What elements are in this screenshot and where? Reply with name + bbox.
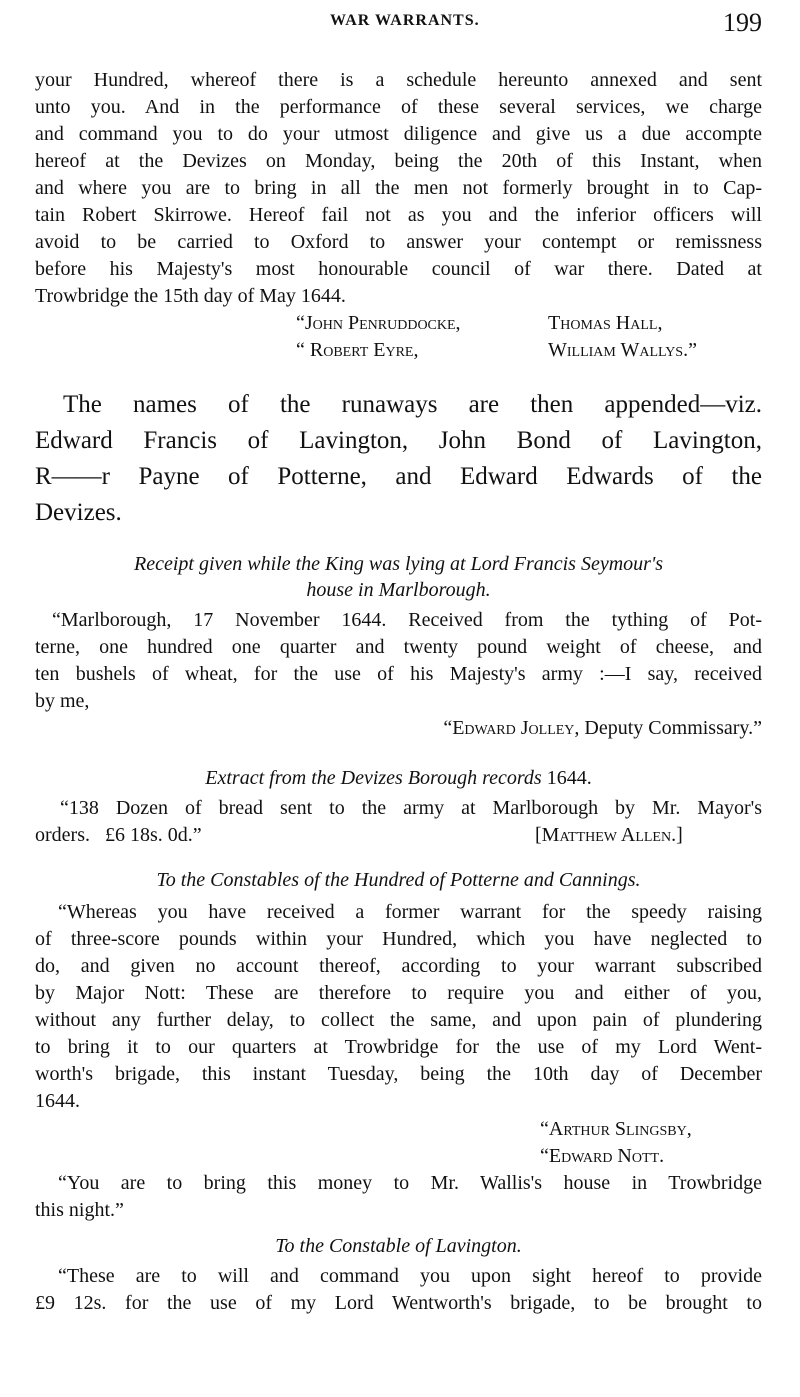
text-line: “Whereas you have received a former warrant for the speedy raising — [58, 901, 762, 923]
section-heading: house in Marlborough. — [306, 579, 491, 601]
heading-year: 1644. — [541, 767, 592, 789]
text-line: R——r Payne of Potterne, and Edward Edwards of the — [35, 463, 762, 490]
signature: “Arthur Slingsby, — [540, 1118, 692, 1140]
text-line: this night.” — [35, 1199, 124, 1221]
text-line: by me, — [35, 690, 90, 712]
text-line: The names of the runaways are then appended—viz. — [63, 391, 762, 418]
text-line: terne, one hundred one quarter and twenty pound weight of cheese, and — [35, 636, 762, 658]
text-line: “138 Dozen of bread sent to the army at Marlborough by Mr. Mayor's — [60, 797, 762, 819]
page-number: 199 — [723, 8, 762, 37]
text-line: Devizes. — [35, 499, 122, 526]
text-line: Trowbridge the 15th day of May 1644. — [35, 285, 346, 307]
signature: “John Penruddocke, — [296, 312, 461, 334]
signature: Thomas Hall, — [548, 312, 663, 334]
running-title: WAR WARRANTS. — [330, 12, 480, 29]
heading-text: Extract from the Devizes Borough records — [205, 767, 542, 789]
text-line: “You are to bring this money to Mr. Wallis's house in Trowbridge — [58, 1172, 762, 1194]
signature: William Wallys.” — [548, 339, 697, 361]
text-line: 1644. — [35, 1090, 80, 1112]
text-line: £9 12s. for the use of my Lord Wentworth's brigade, to be brought to — [35, 1292, 762, 1314]
signature: “ Robert Eyre, — [296, 339, 419, 361]
section-heading: To the Constable of Lavington. — [275, 1235, 522, 1257]
text-line: of three-score pounds within your Hundred, which you have neglected to — [35, 928, 762, 950]
text-line: unto you. And in the performance of these several services, we charge — [35, 96, 762, 118]
text-line: “These are to will and command you upon sight hereof to provide — [58, 1265, 762, 1287]
text-line: worth's brigade, this instant Tuesday, being the 10th day of December — [35, 1063, 762, 1085]
text-line: tain Robert Skirrowe. Hereof fail not as you and the inferior officers will — [35, 204, 762, 226]
text-line: orders. £6 18s. 0d.” — [35, 824, 202, 846]
text-line: and where you are to bring in all the men not formerly brought in to Cap- — [35, 177, 762, 199]
signature — [443, 716, 762, 740]
section-heading — [35, 766, 762, 790]
text-line: do, and given no account thereof, according to your warrant subscribed — [35, 955, 762, 977]
text-line: ten bushels of wheat, for the use of his Majesty's army :—I say, received — [35, 663, 762, 685]
attribution: [Matthew Allen.] — [535, 824, 683, 846]
signature-title: Deputy Commissary.” — [579, 717, 762, 739]
text-line: to bring it to our quarters at Trowbridge for the use of my Lord Went- — [35, 1036, 762, 1058]
section-heading: To the Constables of the Hundred of Potterne and Cannings. — [156, 869, 641, 891]
text-line: hereof at the Devizes on Monday, being the 20th of this Instant, when — [35, 150, 762, 172]
text-line: your Hundred, whereof there is a schedule hereunto annexed and sent — [35, 69, 762, 91]
text-line: without any further delay, to collect the same, and upon pain of plundering — [35, 1009, 762, 1031]
signature-name: “Edward Jolley, — [443, 717, 580, 739]
text-line: Edward Francis of Lavington, John Bond of Lavington, — [35, 427, 762, 454]
section-heading: Receipt given while the King was lying at Lord Francis Seymour's — [133, 553, 664, 575]
text-line: by Major Nott: These are therefore to require you and either of you, — [35, 982, 762, 1004]
signature: “Edward Nott. — [540, 1145, 665, 1167]
text-line: “Marlborough, 17 November 1644. Received from the tything of Pot- — [52, 609, 762, 631]
text-line: avoid to be carried to Oxford to answer your contempt or remissness — [35, 231, 762, 253]
text-line: before his Majesty's most honourable council of war there. Dated at — [35, 258, 762, 280]
text-line: and command you to do your utmost diligence and give us a due accompte — [35, 123, 762, 145]
